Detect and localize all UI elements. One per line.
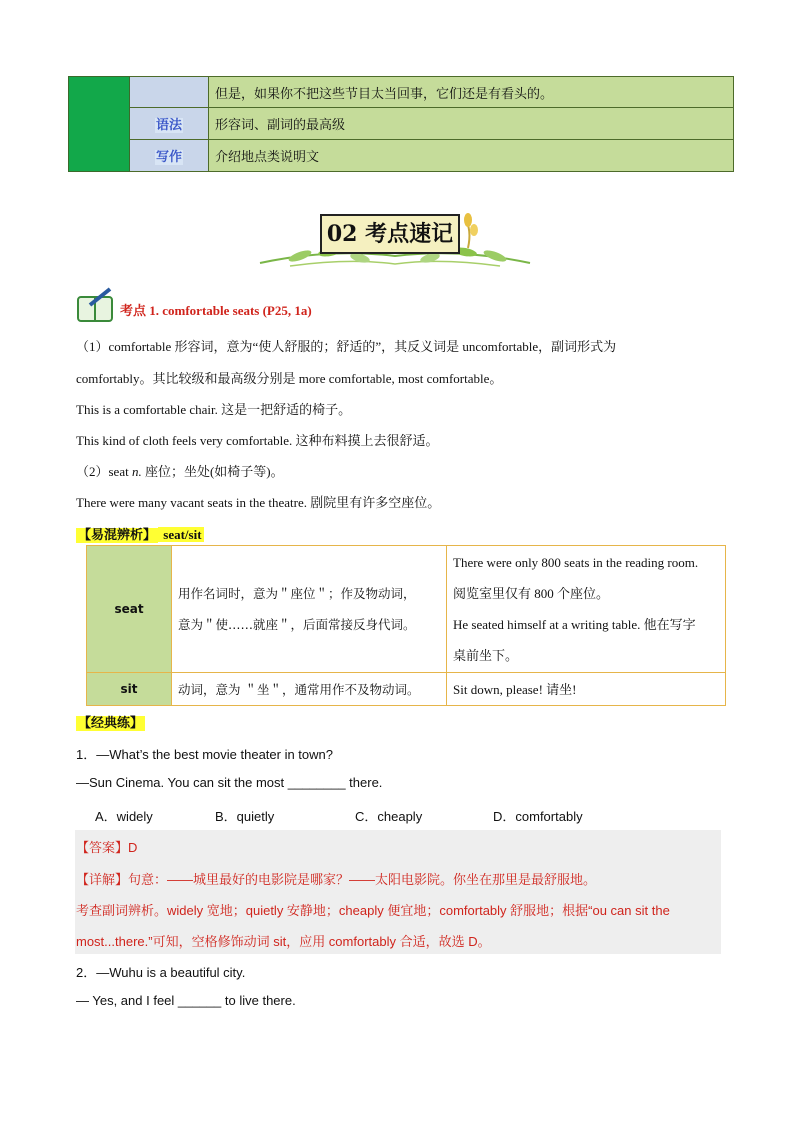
banner-title: 02 考点速记	[320, 214, 460, 254]
option-d: D．comfortably	[493, 809, 583, 824]
option-b: B．quietly	[215, 809, 275, 824]
point1-example2: This kind of cloth feels very comfortable. 这种布料摸上去很舒适。	[76, 433, 439, 448]
table-row	[87, 673, 726, 706]
table-row2-text: 形容词、副词的最高级	[209, 108, 734, 140]
table-writing-label: 写作	[130, 140, 209, 172]
point1-example1: This is a comfortable chair. 这是一把舒适的椅子。	[76, 402, 352, 417]
question-1-line1: 1．—What’s the best movie theater in town?	[76, 747, 333, 762]
point1-para1b: comfortably。其比较级和最高级分别是 more comfortable, most comfortable。	[76, 371, 503, 386]
point1-example3: There were many vacant seats in the theatre. 剧院里有许多空座位。	[76, 495, 441, 510]
top-summary-table	[68, 76, 734, 172]
notebook-pencil-icon	[76, 287, 118, 325]
practice-heading: 【经典练】	[78, 716, 144, 731]
answer-line: 【答案】D	[76, 840, 138, 855]
table-row3-text: 介绍地点类说明文	[209, 140, 734, 172]
confusion-heading	[76, 524, 204, 543]
option-c: C．cheaply	[355, 809, 423, 824]
point1-para2: （2）seat n. 座位；坐处(如椅子等)。	[76, 464, 284, 479]
table-row1-text: 但是，如果你不把这些节目太当回事，它们还是有看头的。	[209, 77, 734, 108]
question-2-line2: — Yes, and I feel ______ to live there.	[76, 993, 296, 1008]
point-1-title: 考点 1. comfortable seats (P25, 1a)	[120, 303, 312, 318]
confusion-tag: 【易混辨析】	[78, 528, 157, 543]
question-1-line2: —Sun Cinema. You can sit the most ________ there.	[76, 775, 383, 790]
table-grammar-label: 语法	[130, 108, 209, 140]
seat-sit-table	[86, 545, 726, 706]
confusion-words: seat/sit	[160, 527, 202, 542]
sit-example: Sit down, please! 请坐!	[447, 673, 726, 706]
sit-explanation: 动词，意为 ＂坐＂，通常用作不及物动词。	[172, 673, 447, 706]
option-a: A．widely	[95, 809, 153, 824]
seat-label: seat	[87, 546, 172, 673]
seat-explanation: 用作名词时，意为＂座位＂；作及物动词， 意为＂使……就座＂，后面常接反身代词。	[172, 546, 447, 673]
table-row	[87, 546, 726, 673]
point1-para1a: （1）comfortable 形容词，意为“使人舒服的；舒适的”，其反义词是 uncomfortable，副词形式为	[76, 339, 617, 354]
table-blank-label	[130, 77, 209, 108]
table-green-cell	[69, 77, 130, 172]
detail-line1: 【详解】句意：——城里最好的电影院是哪家？——太阳电影院。你坐在那里是最舒服地。	[76, 872, 597, 887]
detail-line2: 考查副词辨析。widely 宽地；quietly 安静地；cheaply 便宜地；comfortably 舒服地；根据“ou can sit the	[76, 903, 670, 918]
question-2-line1: 2．—Wuhu is a beautiful city.	[76, 965, 246, 980]
sit-label: sit	[87, 673, 172, 706]
detail-line3: most...there.”可知，空格修饰动词 sit，应用 comfortably 合适，故选 D。	[76, 934, 491, 949]
section-banner	[250, 208, 540, 280]
seat-examples: There were only 800 seats in the reading room. 阅览室里仅有 800 个座位。 He seated himself at a writing table. 他在写字 桌前坐下。	[447, 546, 726, 673]
